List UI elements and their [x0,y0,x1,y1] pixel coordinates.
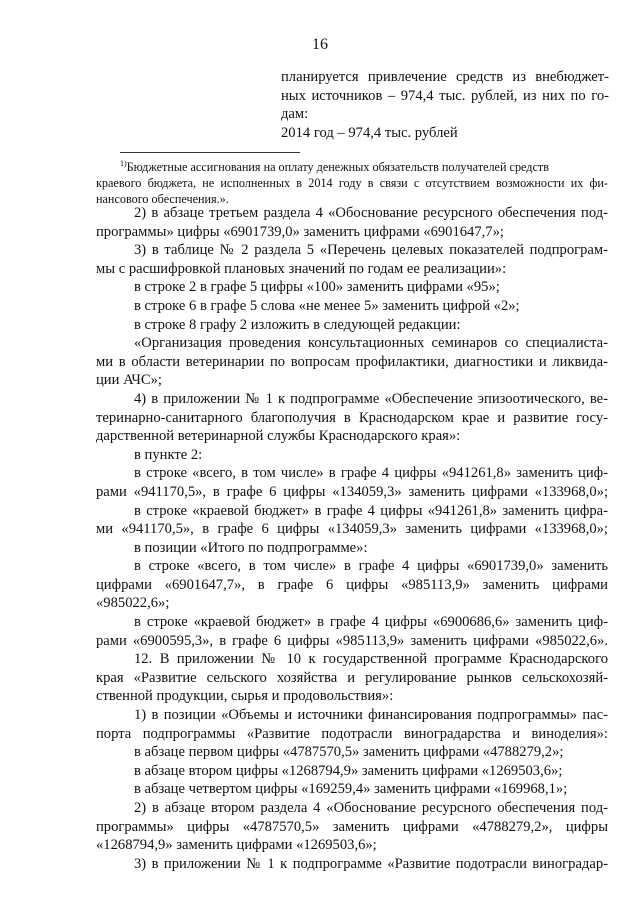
text-line: «Организация проведения консультационных семинаров со специалиста- [134,335,608,352]
text-line: 4) в приложении № 1 к подпрограмме «Обеспечение эпизоотического, ве- [134,390,608,407]
text-line: порта подпрограммы «Развитие подотрасли виноградарства и виноделия»: [96,725,608,742]
text-line: 12. В приложении № 10 к государственной программе Краснодарского [134,651,608,668]
text-line: в строке 6 в графе 5 слова «не менее 5» заменить цифрой «2»; [134,297,520,314]
text-line: в строке «краевой бюджет» в графе 4 цифры «6900686,6» заменить циф- [134,614,608,631]
text-line: 1) в позиции «Объемы и источники финансирования подпрограммы» пас- [134,707,608,724]
text-line: мы с расшифровкой плановых значений по годам ее реализации»: [96,260,507,277]
text-line: в строке «краевой бюджет» в графе 4 цифры «941261,8» заменить цифра- [134,502,608,519]
footnote-mark: 1) [120,159,127,168]
text-line: дам: [281,106,309,123]
text-line: 2) в абзаце третьем раздела 4 «Обоснование ресурсного обеспечения под- [134,205,608,221]
text-line: планируется привлечение средств из внебюджет- [281,69,609,85]
text-line: ных источников – 974,4 тыс. рублей, из них по го- [281,87,609,104]
text-line: дарственной ветеринарной службы Краснодарского края»: [96,428,461,445]
text-line: 2014 год – 974,4 тыс. рублей [281,124,458,141]
text-line: рами «941170,5», в графе 6 цифры «134059,3» заменить цифрами «133968,0»; [96,483,608,500]
footnote-line: краевого бюджета, не исполненных в 2014 году в связи с отсутствием возможности их фи- [96,176,608,191]
text-line: «985022,6»; [96,595,170,612]
page-number: 16 [312,36,328,53]
text-line: в строке «всего, в том числе» в графе 4 цифры «6901739,0» заменить [134,558,608,575]
text-line: в позиции «Итого по подпрограмме»: [134,539,368,556]
document-body [96,204,608,873]
financing-sources-paragraph [281,68,609,142]
text-line: в пункте 2: [134,446,203,463]
text-line: в абзаце первом цифры «4787570,5» заменить цифрами «4788279,2»; [134,744,564,761]
text-line: ми в области ветеринарии по вопросам профилактики, диагностики и ликвида- [96,353,608,370]
text-line: цифрами «6901647,7», в графе 6 цифры «985113,9» заменить цифрами [96,576,608,593]
text-line: в строке 2 в графе 5 цифры «100» заменить цифрами «95»; [134,279,500,296]
text-line: рами «6900595,3», в графе 6 цифры «985113,9» заменить цифрами «985022,6». [96,632,608,649]
text-line: ми «941170,5», в графе 6 цифры «134059,3» заменить цифрами «133968,0»; [96,521,608,538]
text-line: ции АЧС»; [96,372,162,389]
text-line: 3) в таблице № 2 раздела 5 «Перечень целевых показателей подпрограм- [134,242,608,259]
footnote-line: $^{1)}$Бюджетные ассигнования на оплату денежных обязательств получателей средств [120,159,549,175]
text-line: в строке «всего, в том числе» в графе 4 цифры «941261,8» заменить циф- [134,465,608,482]
text-line: края «Развитие сельского хозяйства и регулирование рынков сельскохозяй- [96,669,608,686]
text-line: теринарно-санитарного благополучия в Краснодарском крае и развитие госу- [96,409,608,426]
text-line: программы» цифры «4787570,5» заменить цифрами «4788279,2», цифры [96,818,608,835]
text-line: ственной продукции, сырья и продовольствия»: [96,688,394,705]
footnote [96,156,608,207]
text-line: «1268794,9» заменить цифрами «1269503,6»; [96,837,377,854]
text-line: 3) в приложении № 1 к подпрограмме «Развитие подотрасли виноградар- [134,855,608,872]
text-line: в строке 8 графу 2 изложить в следующей редакции: [134,316,461,333]
text-line: в абзаце четвертом цифры «169259,4» заменить цифрами «169968,1»; [134,781,568,798]
text-line: в абзаце втором цифры «1268794,9» заменить цифрами «1269503,6»; [134,762,563,779]
text-line: программы» цифры «6901739,0» заменить цифрами «6901647,7»; [96,223,504,240]
footnote-separator [120,152,300,153]
text-line: 2) в абзаце втором раздела 4 «Обоснование ресурсного обеспечения под- [134,800,608,816]
footnote-line: нансового обеспечения.». [96,192,229,207]
